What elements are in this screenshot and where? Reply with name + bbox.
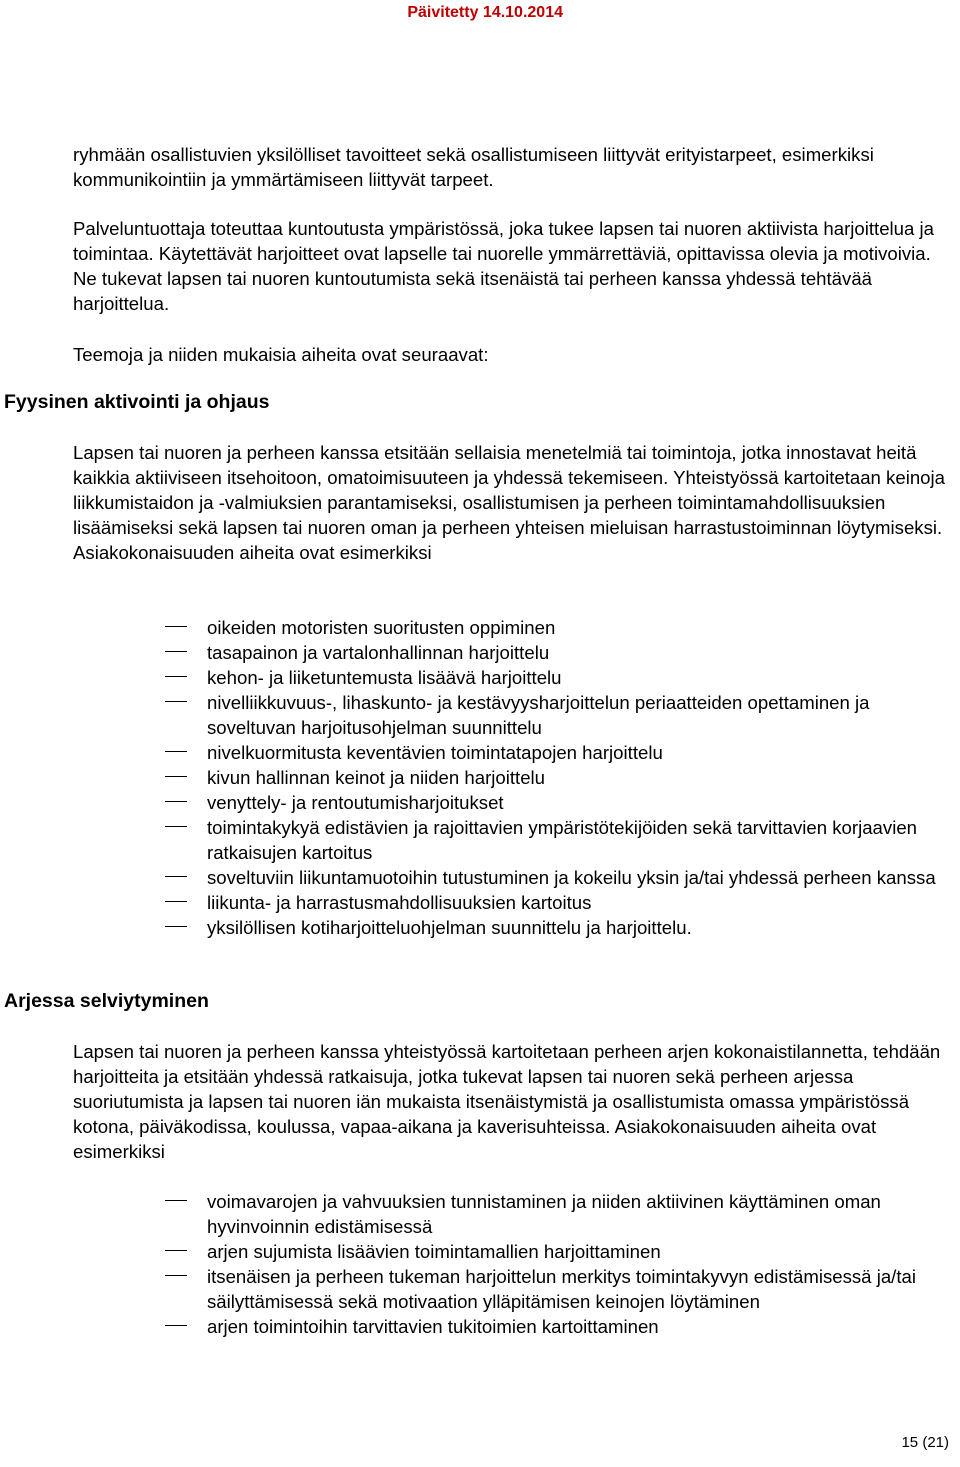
section1-body: Lapsen tai nuoren ja perheen kanssa etsitään sellaisia menetelmiä tai toimintoja, jotka innostavat heitä kaikkia aktiiviseen itsehoitoon, omatoimisuuteen ja yhdessä tekemiseen. Yhteistyössä kartoitetaan keinoja liikkumistaidon ja -valmiuksien parantamiseksi, osallistumisen ja perheen toimintamahdollisuuksien lisäämiseksi sekä lapsen tai nuoren oman ja perheen yhteisen mieluisan harrastustoiminnan löytymiseksi. Asiakokonaisuuden aiheita ovat esimerkiksi bbox=[73, 442, 945, 563]
list-item bbox=[0, 1314, 947, 1339]
list-item-text: arjen sujumista lisäävien toimintamallien harjoittaminen bbox=[207, 1241, 661, 1262]
section2-topic-list bbox=[0, 1189, 960, 1339]
section2-body: Lapsen tai nuoren ja perheen kanssa yhteistyössä kartoitetaan perheen arjen kokonaistilannetta, tehdään harjoitteita ja etsitään yhdessä ratkaisuja, jotka tukevat lapsen tai nuoren sekä perheen arjessa suoriutumista ja lapsen tai nuoren iän mukaista itsenäistymistä ja osallistumista omassa ympäristössä kotona, päiväkodissa, koulussa, vapaa-aikana ja kaverisuhteissa. Asiakokonaisuuden aiheita ovat esimerkiksi bbox=[73, 1041, 941, 1162]
list-item bbox=[0, 815, 947, 865]
intro-paragraph-2: Palveluntuottaja toteuttaa kuntoutusta ympäristössä, joka tukee lapsen tai nuoren aktiivista harjoittelua ja toimintaa. Käytettävät harjoitteet ovat lapselle tai nuorelle ymmärrettäviä, opittavissa olevia ja motivoivia. Ne tukevat lapsen tai nuoren kuntoutumista sekä itsenäistä tai perheen kanssa yhdessä tehtävää harjoittelua. bbox=[73, 218, 934, 314]
list-item bbox=[0, 790, 947, 815]
list-item-text: tasapainon ja vartalonhallinnan harjoittelu bbox=[207, 642, 550, 663]
dash-bullet bbox=[165, 776, 187, 777]
dash-bullet bbox=[165, 676, 187, 677]
list-item bbox=[0, 690, 947, 740]
list-item-text: liikunta- ja harrastusmahdollisuuksien kartoitus bbox=[207, 892, 592, 913]
dash-bullet bbox=[165, 751, 187, 752]
list-item bbox=[0, 640, 947, 665]
list-item-text: toimintakykyä edistävien ja rajoittavien ympäristötekijöiden sekä tarvittavien korjaavien ratkaisujen kartoitus bbox=[207, 817, 918, 863]
list-item-text: yksilöllisen kotiharjoitteluohjelman suunnittelu ja harjoittelu. bbox=[207, 917, 692, 938]
section-heading-daily-coping: Arjessa selviytyminen bbox=[4, 990, 209, 1012]
list-item-text: kivun hallinnan keinot ja niiden harjoittelu bbox=[207, 767, 546, 788]
list-item-text: nivelliikkuvuus-, lihaskunto- ja kestävyysharjoittelun periaatteiden opettaminen ja soveltuvan harjoitusohjelman suunnittelu bbox=[207, 692, 870, 738]
list-item-text: venyttely- ja rentoutumisharjoitukset bbox=[207, 792, 504, 813]
list-item-text: voimavarojen ja vahvuuksien tunnistaminen ja niiden aktiivinen käyttäminen oman hyvinvoinnin edistämisessä bbox=[207, 1191, 881, 1237]
dash-bullet bbox=[165, 901, 187, 902]
dash-bullet bbox=[165, 651, 187, 652]
dash-bullet bbox=[165, 626, 187, 627]
list-item-text: itsenäisen ja perheen tukeman harjoittelun merkitys toimintakyvyn edistämisessä ja/tai säilyttämisessä sekä motivaation ylläpitämisen keinojen löytäminen bbox=[207, 1266, 916, 1312]
list-item-text: arjen toimintoihin tarvittavien tukitoimien kartoittaminen bbox=[207, 1316, 659, 1337]
list-item-text: nivelkuormitusta keventävien toimintatapojen harjoittelu bbox=[207, 742, 663, 763]
list-item bbox=[0, 890, 947, 915]
dash-bullet bbox=[165, 701, 187, 702]
list-item-text: oikeiden motoristen suoritusten oppiminen bbox=[207, 617, 556, 638]
list-item bbox=[0, 1189, 947, 1239]
list-item-text: kehon- ja liiketuntemusta lisäävä harjoittelu bbox=[207, 667, 562, 688]
dash-bullet bbox=[165, 826, 187, 827]
list-item bbox=[0, 1264, 947, 1314]
dash-bullet bbox=[165, 1250, 187, 1251]
list-item bbox=[0, 740, 947, 765]
section-heading-physical-activation: Fyysinen aktivointi ja ohjaus bbox=[4, 391, 270, 413]
dash-bullet bbox=[165, 1200, 187, 1201]
list-item bbox=[0, 665, 947, 690]
list-item bbox=[0, 915, 947, 940]
section1-topic-list bbox=[0, 615, 960, 940]
dash-bullet bbox=[165, 876, 187, 877]
dash-bullet bbox=[165, 1275, 187, 1276]
intro-paragraph-1: ryhmään osallistuvien yksilölliset tavoitteet sekä osallistumiseen liittyvät erityistarpeet, esimerkiksi kommunikointiin ja ymmärtämiseen liittyvät tarpeet. bbox=[73, 144, 874, 190]
updated-date: Päivitetty 14.10.2014 bbox=[407, 4, 563, 21]
list-item bbox=[0, 1239, 947, 1264]
page-number: 15 (21) bbox=[901, 1434, 949, 1451]
dash-bullet bbox=[165, 926, 187, 927]
intro-paragraph-3: Teemoja ja niiden mukaisia aiheita ovat seuraavat: bbox=[73, 344, 489, 365]
dash-bullet bbox=[165, 1325, 187, 1326]
dash-bullet bbox=[165, 801, 187, 802]
list-item bbox=[0, 765, 947, 790]
list-item-text: soveltuviin liikuntamuotoihin tutustuminen ja kokeilu yksin ja/tai yhdessä perheen kanssa bbox=[207, 867, 936, 888]
list-item bbox=[0, 615, 947, 640]
list-item bbox=[0, 865, 947, 890]
